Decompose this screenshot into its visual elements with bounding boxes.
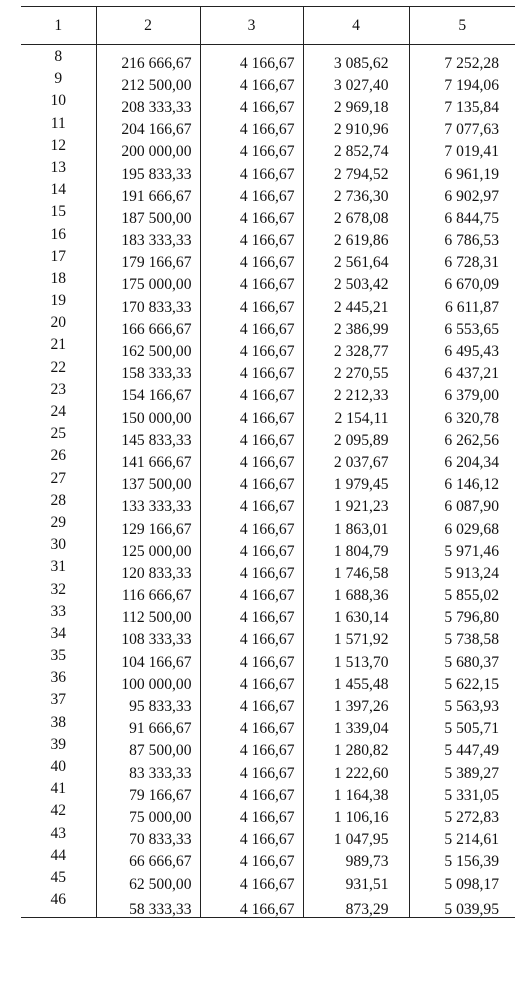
total-payment-cell: 5 098,17 xyxy=(409,870,515,892)
principal-payment-cell: 4 166,67 xyxy=(200,848,303,870)
principal-payment-cell: 4 166,67 xyxy=(200,249,303,271)
interest-cell: 2 037,67 xyxy=(303,448,409,470)
principal-balance-cell: 137 500,00 xyxy=(96,471,200,493)
interest-cell: 1 455,48 xyxy=(303,670,409,692)
interest-cell: 1 047,95 xyxy=(303,826,409,848)
total-payment-cell: 5 272,83 xyxy=(409,803,515,825)
principal-payment-cell: 4 166,67 xyxy=(200,93,303,115)
interest-cell: 1 630,14 xyxy=(303,604,409,626)
total-payment-cell: 5 505,71 xyxy=(409,715,515,737)
principal-payment-cell: 4 166,67 xyxy=(200,515,303,537)
row-number-cell: 46 xyxy=(21,892,96,918)
interest-cell: 2 386,99 xyxy=(303,315,409,337)
row-number-cell: 19 xyxy=(21,293,96,315)
total-payment-cell: 5 913,24 xyxy=(409,559,515,581)
principal-payment-cell: 4 166,67 xyxy=(200,604,303,626)
column-header-4: 4 xyxy=(303,7,409,45)
principal-balance-cell: 66 666,67 xyxy=(96,848,200,870)
principal-balance-cell: 70 833,33 xyxy=(96,826,200,848)
column-header-5: 5 xyxy=(409,7,515,45)
row-number-cell: 29 xyxy=(21,515,96,537)
principal-balance-cell: 112 500,00 xyxy=(96,604,200,626)
table-row xyxy=(21,737,515,759)
principal-balance-cell: 162 500,00 xyxy=(96,337,200,359)
table-row xyxy=(21,315,515,337)
principal-balance-cell: 83 333,33 xyxy=(96,759,200,781)
table-row xyxy=(21,582,515,604)
principal-payment-cell: 4 166,67 xyxy=(200,803,303,825)
interest-cell: 2 910,96 xyxy=(303,116,409,138)
table-row xyxy=(21,848,515,870)
interest-cell: 931,51 xyxy=(303,870,409,892)
table-body xyxy=(21,45,515,918)
principal-balance-cell: 175 000,00 xyxy=(96,271,200,293)
total-payment-cell: 6 204,34 xyxy=(409,448,515,470)
principal-payment-cell: 4 166,67 xyxy=(200,892,303,918)
total-payment-cell: 6 786,53 xyxy=(409,227,515,249)
interest-cell: 873,29 xyxy=(303,892,409,918)
table-row xyxy=(21,426,515,448)
interest-cell: 2 794,52 xyxy=(303,160,409,182)
total-payment-cell: 6 146,12 xyxy=(409,471,515,493)
principal-payment-cell: 4 166,67 xyxy=(200,138,303,160)
principal-payment-cell: 4 166,67 xyxy=(200,559,303,581)
row-number-cell: 39 xyxy=(21,737,96,759)
principal-balance-cell: 150 000,00 xyxy=(96,404,200,426)
principal-balance-cell: 58 333,33 xyxy=(96,892,200,918)
row-number-cell: 24 xyxy=(21,404,96,426)
table-row xyxy=(21,803,515,825)
principal-payment-cell: 4 166,67 xyxy=(200,404,303,426)
row-number-cell: 41 xyxy=(21,781,96,803)
principal-balance-cell: 108 333,33 xyxy=(96,626,200,648)
principal-balance-cell: 87 500,00 xyxy=(96,737,200,759)
principal-payment-cell: 4 166,67 xyxy=(200,715,303,737)
principal-balance-cell: 116 666,67 xyxy=(96,582,200,604)
principal-payment-cell: 4 166,67 xyxy=(200,493,303,515)
interest-cell: 1 921,23 xyxy=(303,493,409,515)
table-row xyxy=(21,404,515,426)
interest-cell: 2 619,86 xyxy=(303,227,409,249)
row-number-cell: 9 xyxy=(21,71,96,93)
total-payment-cell: 7 135,84 xyxy=(409,93,515,115)
row-number-cell: 21 xyxy=(21,337,96,359)
total-payment-cell: 6 087,90 xyxy=(409,493,515,515)
total-payment-cell: 6 902,97 xyxy=(409,182,515,204)
table-row xyxy=(21,337,515,359)
principal-balance-cell: 191 666,67 xyxy=(96,182,200,204)
row-number-cell: 10 xyxy=(21,93,96,115)
total-payment-cell: 5 331,05 xyxy=(409,781,515,803)
table-row xyxy=(21,759,515,781)
total-payment-cell: 5 214,61 xyxy=(409,826,515,848)
principal-payment-cell: 4 166,67 xyxy=(200,315,303,337)
table-row xyxy=(21,45,515,72)
principal-payment-cell: 4 166,67 xyxy=(200,648,303,670)
table-row xyxy=(21,93,515,115)
total-payment-cell: 6 844,75 xyxy=(409,204,515,226)
row-number-cell: 33 xyxy=(21,604,96,626)
principal-payment-cell: 4 166,67 xyxy=(200,116,303,138)
interest-cell: 3 027,40 xyxy=(303,71,409,93)
principal-balance-cell: 141 666,67 xyxy=(96,448,200,470)
principal-payment-cell: 4 166,67 xyxy=(200,582,303,604)
interest-cell: 2 503,42 xyxy=(303,271,409,293)
interest-cell: 1 106,16 xyxy=(303,803,409,825)
principal-balance-cell: 100 000,00 xyxy=(96,670,200,692)
principal-balance-cell: 62 500,00 xyxy=(96,870,200,892)
table-row xyxy=(21,138,515,160)
principal-payment-cell: 4 166,67 xyxy=(200,337,303,359)
table-row xyxy=(21,71,515,93)
row-number-cell: 20 xyxy=(21,315,96,337)
principal-balance-cell: 212 500,00 xyxy=(96,71,200,93)
total-payment-cell: 6 728,31 xyxy=(409,249,515,271)
table-row xyxy=(21,626,515,648)
table-row xyxy=(21,360,515,382)
interest-cell: 2 445,21 xyxy=(303,293,409,315)
principal-balance-cell: 187 500,00 xyxy=(96,204,200,226)
table-row xyxy=(21,559,515,581)
total-payment-cell: 5 855,02 xyxy=(409,582,515,604)
principal-balance-cell: 79 166,67 xyxy=(96,781,200,803)
principal-payment-cell: 4 166,67 xyxy=(200,759,303,781)
total-payment-cell: 5 156,39 xyxy=(409,848,515,870)
principal-payment-cell: 4 166,67 xyxy=(200,204,303,226)
total-payment-cell: 6 961,19 xyxy=(409,160,515,182)
principal-balance-cell: 129 166,67 xyxy=(96,515,200,537)
total-payment-cell: 5 563,93 xyxy=(409,692,515,714)
table-row xyxy=(21,249,515,271)
row-number-cell: 15 xyxy=(21,204,96,226)
total-payment-cell: 6 495,43 xyxy=(409,337,515,359)
principal-payment-cell: 4 166,67 xyxy=(200,781,303,803)
table-row xyxy=(21,537,515,559)
total-payment-cell: 7 019,41 xyxy=(409,138,515,160)
principal-payment-cell: 4 166,67 xyxy=(200,826,303,848)
principal-balance-cell: 104 166,67 xyxy=(96,648,200,670)
principal-balance-cell: 183 333,33 xyxy=(96,227,200,249)
principal-payment-cell: 4 166,67 xyxy=(200,293,303,315)
table-row xyxy=(21,493,515,515)
interest-cell: 1 513,70 xyxy=(303,648,409,670)
principal-balance-cell: 125 000,00 xyxy=(96,537,200,559)
row-number-cell: 26 xyxy=(21,448,96,470)
interest-cell: 1 164,38 xyxy=(303,781,409,803)
total-payment-cell: 5 039,95 xyxy=(409,892,515,918)
table-row xyxy=(21,227,515,249)
principal-payment-cell: 4 166,67 xyxy=(200,471,303,493)
interest-cell: 1 804,79 xyxy=(303,537,409,559)
interest-cell: 2 328,77 xyxy=(303,337,409,359)
table-row xyxy=(21,692,515,714)
interest-cell: 2 736,30 xyxy=(303,182,409,204)
interest-cell: 989,73 xyxy=(303,848,409,870)
principal-balance-cell: 204 166,67 xyxy=(96,116,200,138)
principal-payment-cell: 4 166,67 xyxy=(200,182,303,204)
table-row xyxy=(21,648,515,670)
interest-cell: 2 678,08 xyxy=(303,204,409,226)
row-number-cell: 32 xyxy=(21,582,96,604)
interest-cell: 2 852,74 xyxy=(303,138,409,160)
row-number-cell: 34 xyxy=(21,626,96,648)
row-number-cell: 12 xyxy=(21,138,96,160)
total-payment-cell: 5 622,15 xyxy=(409,670,515,692)
row-number-cell: 17 xyxy=(21,249,96,271)
row-number-cell: 36 xyxy=(21,670,96,692)
principal-payment-cell: 4 166,67 xyxy=(200,71,303,93)
repayment-table xyxy=(21,6,515,918)
principal-balance-cell: 133 333,33 xyxy=(96,493,200,515)
interest-cell: 1 688,36 xyxy=(303,582,409,604)
total-payment-cell: 6 262,56 xyxy=(409,426,515,448)
table-row xyxy=(21,160,515,182)
interest-cell: 3 085,62 xyxy=(303,45,409,72)
total-payment-cell: 7 077,63 xyxy=(409,116,515,138)
row-number-cell: 38 xyxy=(21,715,96,737)
row-number-cell: 44 xyxy=(21,848,96,870)
interest-cell: 1 339,04 xyxy=(303,715,409,737)
interest-cell: 1 979,45 xyxy=(303,471,409,493)
row-number-cell: 35 xyxy=(21,648,96,670)
principal-payment-cell: 4 166,67 xyxy=(200,670,303,692)
column-header-1: 1 xyxy=(21,7,96,45)
interest-cell: 2 154,11 xyxy=(303,404,409,426)
principal-balance-cell: 145 833,33 xyxy=(96,426,200,448)
principal-balance-cell: 158 333,33 xyxy=(96,360,200,382)
principal-balance-cell: 208 333,33 xyxy=(96,93,200,115)
total-payment-cell: 6 553,65 xyxy=(409,315,515,337)
row-number-cell: 42 xyxy=(21,803,96,825)
total-payment-cell: 6 611,87 xyxy=(409,293,515,315)
principal-payment-cell: 4 166,67 xyxy=(200,382,303,404)
table-row xyxy=(21,715,515,737)
interest-cell: 2 212,33 xyxy=(303,382,409,404)
total-payment-cell: 7 252,28 xyxy=(409,45,515,72)
principal-balance-cell: 166 666,67 xyxy=(96,315,200,337)
principal-payment-cell: 4 166,67 xyxy=(200,537,303,559)
principal-payment-cell: 4 166,67 xyxy=(200,692,303,714)
total-payment-cell: 5 796,80 xyxy=(409,604,515,626)
row-number-cell: 14 xyxy=(21,182,96,204)
table-row xyxy=(21,293,515,315)
total-payment-cell: 6 029,68 xyxy=(409,515,515,537)
principal-balance-cell: 200 000,00 xyxy=(96,138,200,160)
table-row xyxy=(21,670,515,692)
total-payment-cell: 5 447,49 xyxy=(409,737,515,759)
row-number-cell: 18 xyxy=(21,271,96,293)
table-row xyxy=(21,182,515,204)
interest-cell: 1 397,26 xyxy=(303,692,409,714)
principal-balance-cell: 91 666,67 xyxy=(96,715,200,737)
row-number-cell: 40 xyxy=(21,759,96,781)
principal-balance-cell: 75 000,00 xyxy=(96,803,200,825)
principal-balance-cell: 170 833,33 xyxy=(96,293,200,315)
total-payment-cell: 6 379,00 xyxy=(409,382,515,404)
row-number-cell: 43 xyxy=(21,826,96,848)
principal-balance-cell: 95 833,33 xyxy=(96,692,200,714)
table-row xyxy=(21,781,515,803)
table-row xyxy=(21,271,515,293)
table-row xyxy=(21,892,515,918)
row-number-cell: 23 xyxy=(21,382,96,404)
principal-balance-cell: 216 666,67 xyxy=(96,45,200,72)
table-row xyxy=(21,448,515,470)
principal-balance-cell: 179 166,67 xyxy=(96,249,200,271)
row-number-cell: 28 xyxy=(21,493,96,515)
total-payment-cell: 6 670,09 xyxy=(409,271,515,293)
principal-payment-cell: 4 166,67 xyxy=(200,870,303,892)
row-number-cell: 37 xyxy=(21,692,96,714)
column-header-2: 2 xyxy=(96,7,200,45)
table-header xyxy=(21,7,515,45)
row-number-cell: 30 xyxy=(21,537,96,559)
table-row xyxy=(21,204,515,226)
principal-payment-cell: 4 166,67 xyxy=(200,737,303,759)
interest-cell: 1 571,92 xyxy=(303,626,409,648)
row-number-cell: 13 xyxy=(21,160,96,182)
principal-payment-cell: 4 166,67 xyxy=(200,227,303,249)
table-row xyxy=(21,870,515,892)
interest-cell: 2 270,55 xyxy=(303,360,409,382)
row-number-cell: 45 xyxy=(21,870,96,892)
column-header-3: 3 xyxy=(200,7,303,45)
row-number-cell: 16 xyxy=(21,227,96,249)
table-row xyxy=(21,116,515,138)
principal-payment-cell: 4 166,67 xyxy=(200,360,303,382)
principal-payment-cell: 4 166,67 xyxy=(200,426,303,448)
table-row xyxy=(21,515,515,537)
principal-payment-cell: 4 166,67 xyxy=(200,626,303,648)
total-payment-cell: 5 971,46 xyxy=(409,537,515,559)
total-payment-cell: 6 437,21 xyxy=(409,360,515,382)
interest-cell: 1 222,60 xyxy=(303,759,409,781)
interest-cell: 1 863,01 xyxy=(303,515,409,537)
interest-cell: 2 561,64 xyxy=(303,249,409,271)
principal-payment-cell: 4 166,67 xyxy=(200,160,303,182)
total-payment-cell: 7 194,06 xyxy=(409,71,515,93)
row-number-cell: 27 xyxy=(21,471,96,493)
table-row xyxy=(21,604,515,626)
row-number-cell: 8 xyxy=(21,45,96,72)
interest-cell: 1 746,58 xyxy=(303,559,409,581)
row-number-cell: 31 xyxy=(21,559,96,581)
row-number-cell: 22 xyxy=(21,360,96,382)
principal-payment-cell: 4 166,67 xyxy=(200,448,303,470)
interest-cell: 2 095,89 xyxy=(303,426,409,448)
table-row xyxy=(21,471,515,493)
principal-balance-cell: 195 833,33 xyxy=(96,160,200,182)
table-row xyxy=(21,382,515,404)
total-payment-cell: 6 320,78 xyxy=(409,404,515,426)
table-row xyxy=(21,826,515,848)
total-payment-cell: 5 680,37 xyxy=(409,648,515,670)
principal-payment-cell: 4 166,67 xyxy=(200,45,303,72)
principal-payment-cell: 4 166,67 xyxy=(200,271,303,293)
total-payment-cell: 5 389,27 xyxy=(409,759,515,781)
principal-balance-cell: 154 166,67 xyxy=(96,382,200,404)
principal-balance-cell: 120 833,33 xyxy=(96,559,200,581)
interest-cell: 1 280,82 xyxy=(303,737,409,759)
total-payment-cell: 5 738,58 xyxy=(409,626,515,648)
interest-cell: 2 969,18 xyxy=(303,93,409,115)
header-row xyxy=(21,7,515,45)
row-number-cell: 25 xyxy=(21,426,96,448)
row-number-cell: 11 xyxy=(21,116,96,138)
